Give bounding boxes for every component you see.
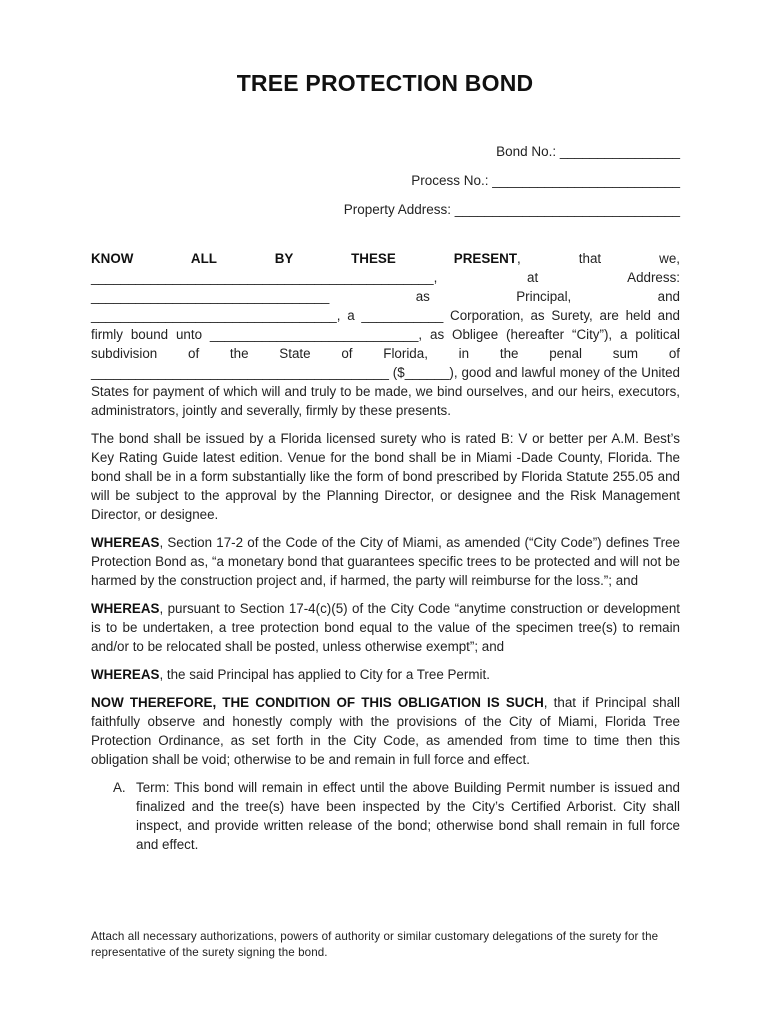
paragraph-text: , the said Principal has applied to City for a Tree Permit.: [159, 667, 490, 682]
paragraph-lead: WHEREAS: [91, 667, 160, 682]
paragraph-whereas-permit: [91, 665, 680, 684]
list-marker: A.: [113, 780, 126, 795]
process-number-field: Process No.: _________________________: [411, 173, 680, 188]
paragraph-now-therefore: [91, 693, 680, 769]
bond-number-field: Bond No.: ________________: [496, 144, 680, 159]
footnote: Attach all necessary authorizations, powers of authority or similar customary delegations of the surety for the representative of the surety signing the bond.: [91, 930, 659, 959]
paragraph-lead: WHEREAS: [91, 535, 160, 550]
paragraph-whereas-definition: [91, 533, 680, 590]
paragraph-surety-requirements: The bond shall be issued by a Florida licensed surety who is rated B: V or better per A.M. Best’s Key Rating Guide latest edition. Venue for the bond shall be in Miami -Dade County, Florida. The bond shall be in a form substantially like the form of bond prescribed by Florida Statute 255.05 and will be subject to the approval by the Planning Director, or designee and the Risk Management Director, or designee.: [91, 431, 680, 522]
document-body: [91, 249, 680, 854]
paragraph-know-all: [91, 249, 680, 420]
page-title: TREE PROTECTION BOND: [236, 70, 534, 96]
paragraph-lead: KNOW ALL BY THESE PRESENT: [91, 251, 518, 266]
paragraph-lead: WHEREAS: [91, 601, 160, 616]
paragraph-lead: NOW THEREFORE, THE CONDITION OF THIS OBLIGATION IS SUCH: [91, 695, 544, 710]
paragraph-whereas-requirement: [91, 599, 680, 656]
property-address-field: Property Address: ______________________________: [343, 202, 680, 217]
paragraph-text: , that we, ______________________________________________, at Address: ________________________________ as Principal, and _________________________________, a ___________ Corporation, as Surety, are held and firmly bound unto ____________________________, as Obligee (hereafter “City”), a political subdivision of the State of Florida, in the penal sum of ________________________________________ ($______), good and lawful money of the United States for payment of which will and truly to be made, we bind ourselves, and our heirs, executors, administrators, jointly and severally, firmly by these presents.: [91, 251, 680, 418]
paragraph-text: , pursuant to Section 17-4(c)(5) of the City Code “anytime construction or development is to be undertaken, a tree protection bond equal to the value of the specimen tree(s) to remain and/or to be relocated shall be posted, unless otherwise exempt”; and: [91, 601, 680, 654]
list-item-term: [91, 778, 680, 854]
paragraph-text: , Section 17-2 of the Code of the City of Miami, as amended (“City Code”) defines Tree Protection Bond as, “a monetary bond that guarantees specific trees to be protected and will not be harmed by the construction project and, if harmed, the party will reimburse for the loss.”; and: [91, 535, 680, 588]
paragraph-text: , that if Principal shall faithfully observe and honestly comply with the provisions of the City of Miami, Florida Tree Protection Ordinance, as set forth in the City Code, as amended from time to time then this obligation shall be void; otherwise to be and remain in full force and effect.: [91, 695, 680, 767]
list-item-text: Term: This bond will remain in effect until the above Building Permit number is issued and finalized and the tree(s) have been inspected by the City’s Certified Arborist. City shall inspect, and provide written release of the bond; otherwise bond shall remain in full force and effect.: [136, 780, 680, 852]
